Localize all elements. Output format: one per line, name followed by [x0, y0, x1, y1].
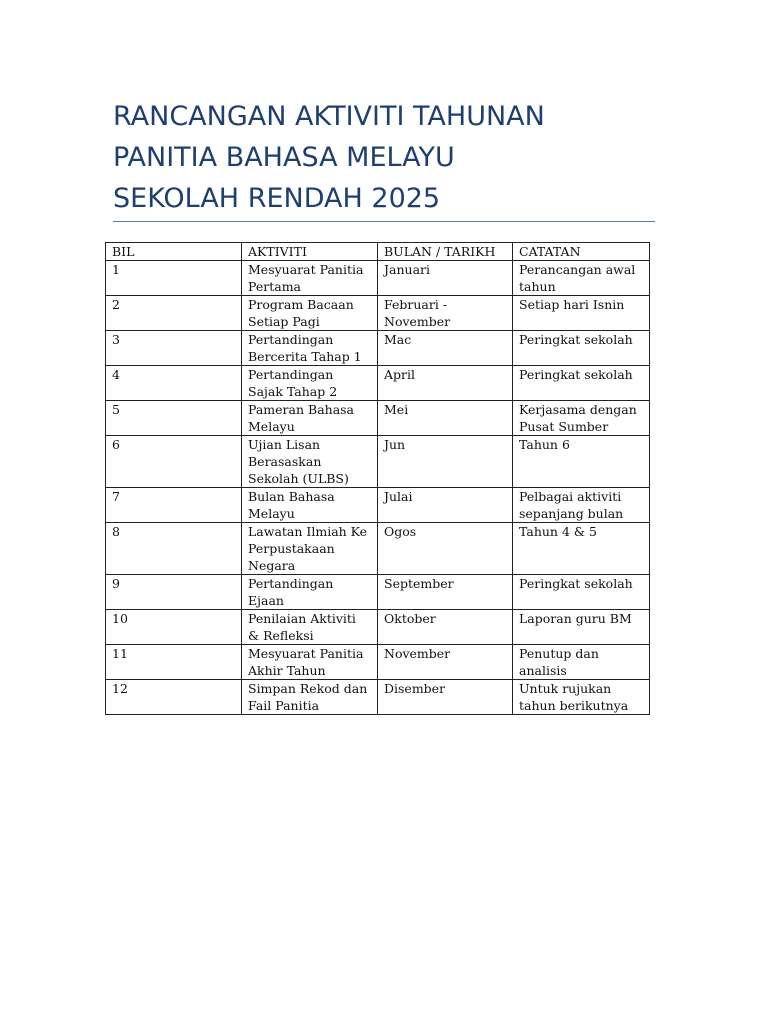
- cell-bil: 11: [106, 645, 242, 680]
- title-line-2: PANITIA BAHASA MELAYU: [113, 142, 455, 173]
- cell-bil: 7: [106, 488, 242, 523]
- cell-bulan: Disember: [378, 680, 513, 715]
- table-row: [106, 575, 650, 610]
- activity-table: [105, 242, 650, 715]
- cell-bil: 1: [106, 261, 242, 296]
- cell-bil: 2: [106, 296, 242, 331]
- table-header-row: [106, 243, 650, 261]
- cell-aktiviti: Ujian Lisan Berasaskan Sekolah (ULBS): [242, 436, 378, 488]
- cell-catatan: Laporan guru BM: [513, 610, 650, 645]
- cell-bil: 8: [106, 523, 242, 575]
- cell-aktiviti: Pertandingan Bercerita Tahap 1: [242, 331, 378, 366]
- cell-bulan: Ogos: [378, 523, 513, 575]
- cell-bil: 4: [106, 366, 242, 401]
- cell-bil: 9: [106, 575, 242, 610]
- cell-aktiviti: Pameran Bahasa Melayu: [242, 401, 378, 436]
- header-bil: BIL: [106, 243, 242, 261]
- cell-bulan: Jun: [378, 436, 513, 488]
- table-row: [106, 366, 650, 401]
- header-catatan: CATATAN: [513, 243, 650, 261]
- table-row: [106, 610, 650, 645]
- cell-bulan: Mac: [378, 331, 513, 366]
- table-row: [106, 401, 650, 436]
- cell-bulan: April: [378, 366, 513, 401]
- cell-aktiviti: Program Bacaan Setiap Pagi: [242, 296, 378, 331]
- header-bulan-tarikh: BULAN / TARIKH: [378, 243, 513, 261]
- table-row: [106, 680, 650, 715]
- cell-aktiviti: Pertandingan Ejaan: [242, 575, 378, 610]
- cell-catatan: Setiap hari Isnin: [513, 296, 650, 331]
- title-line-1: RANCANGAN AKTIVITI TAHUNAN: [113, 101, 545, 132]
- cell-bulan: Januari: [378, 261, 513, 296]
- table-row: [106, 645, 650, 680]
- cell-bulan: September: [378, 575, 513, 610]
- title-line-3: SEKOLAH RENDAH 2025: [113, 183, 441, 214]
- cell-aktiviti: Pertandingan Sajak Tahap 2: [242, 366, 378, 401]
- document-title: [113, 96, 673, 219]
- table-row: [106, 523, 650, 575]
- table-row: [106, 296, 650, 331]
- table-row: [106, 331, 650, 366]
- cell-bulan: Februari - November: [378, 296, 513, 331]
- cell-bulan: Oktober: [378, 610, 513, 645]
- cell-aktiviti: Mesyuarat Panitia Akhir Tahun: [242, 645, 378, 680]
- cell-aktiviti: Lawatan Ilmiah Ke Perpustakaan Negara: [242, 523, 378, 575]
- cell-bil: 3: [106, 331, 242, 366]
- cell-catatan: Peringkat sekolah: [513, 331, 650, 366]
- cell-aktiviti: Penilaian Aktiviti & Refleksi: [242, 610, 378, 645]
- table-row: [106, 261, 650, 296]
- table-row: [106, 436, 650, 488]
- cell-catatan: Peringkat sekolah: [513, 575, 650, 610]
- cell-aktiviti: Simpan Rekod dan Fail Panitia: [242, 680, 378, 715]
- cell-bil: 12: [106, 680, 242, 715]
- cell-catatan: Untuk rujukan tahun berikutnya: [513, 680, 650, 715]
- cell-catatan: Tahun 4 & 5: [513, 523, 650, 575]
- cell-bil: 10: [106, 610, 242, 645]
- cell-catatan: Peringkat sekolah: [513, 366, 650, 401]
- cell-catatan: Penutup dan analisis: [513, 645, 650, 680]
- cell-catatan: Kerjasama dengan Pusat Sumber: [513, 401, 650, 436]
- cell-bulan: Mei: [378, 401, 513, 436]
- table-row: [106, 488, 650, 523]
- header-aktiviti: AKTIVITI: [242, 243, 378, 261]
- cell-aktiviti: Bulan Bahasa Melayu: [242, 488, 378, 523]
- cell-bulan: Julai: [378, 488, 513, 523]
- cell-aktiviti: Mesyuarat Panitia Pertama: [242, 261, 378, 296]
- cell-catatan: Perancangan awal tahun: [513, 261, 650, 296]
- title-divider: [113, 221, 655, 222]
- cell-catatan: Tahun 6: [513, 436, 650, 488]
- cell-bulan: November: [378, 645, 513, 680]
- table-body: [106, 261, 650, 715]
- cell-bil: 6: [106, 436, 242, 488]
- cell-bil: 5: [106, 401, 242, 436]
- cell-catatan: Pelbagai aktiviti sepanjang bulan: [513, 488, 650, 523]
